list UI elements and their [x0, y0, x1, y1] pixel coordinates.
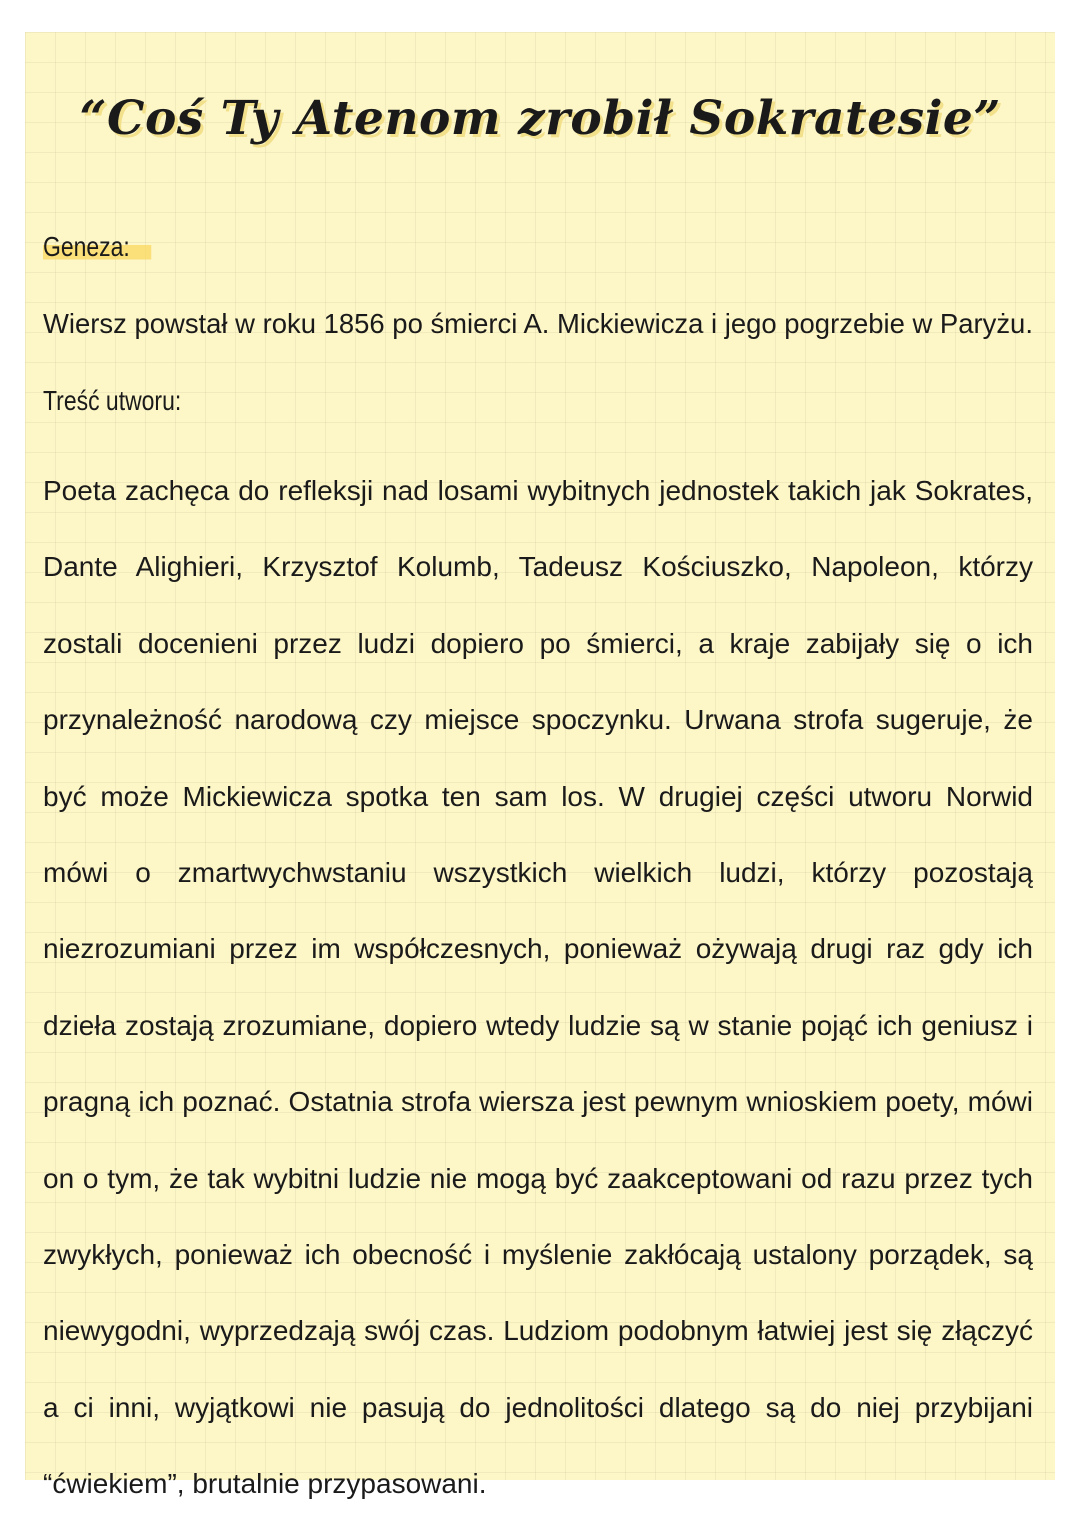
section-text-content: Poeta zachęca do refleksji nad losami wybitnych jednostek takich jak Sokrates, Dante Alighieri, Krzysztof Kolumb, Tadeusz Kościuszko, Napoleon, którzy zostali docenieni przez ludzi dopiero po śmierci, a kraje zabijały się o ich przynależność narodową czy miejsce spoczynku. Urwana strofa sugeruje, że być może Mickiewicza spotka ten sam los. W drugiej części utworu Norwid mówi o zmartwychwstaniu wszystkich wielkich ludzi, którzy pozostają niezrozumiani przez im współczesnych, ponieważ ożywają drugi raz gdy ich dzieła zostają zrozumiane, dopiero wtedy ludzie są w stanie pojąć ich geniusz i pragną ich poznać. Ostatnia strofa wiersza jest pewnym wnioskiem poety, mówi on o tym, że tak wybitni ludzie nie mogą być zaakceptowani od razu przez tych zwykłych, ponieważ ich obecność i myślenie zakłócają ustalony porządek, są niewygodni, wyprzedzają swój czas. Ludziom podobnym łatwiej jest się złączyć a ci inni, wyjątkowi nie pasują do jednolitości dlatego są do niej przybijani “ćwiekiem”, brutalnie przypasowani. [43, 475, 1033, 1500]
section-text-genesis: Wiersz powstał w roku 1856 po śmierci A. Mickiewicza i jego pogrzebie w Paryżu. [43, 308, 1033, 339]
section-label-genesis: Geneza: [43, 229, 151, 265]
page-title: “Coś Ty Atenom zrobił Sokratesie” [79, 91, 1001, 146]
note-page [25, 32, 1055, 1500]
section-label-content: Treść utworu: [43, 385, 182, 416]
